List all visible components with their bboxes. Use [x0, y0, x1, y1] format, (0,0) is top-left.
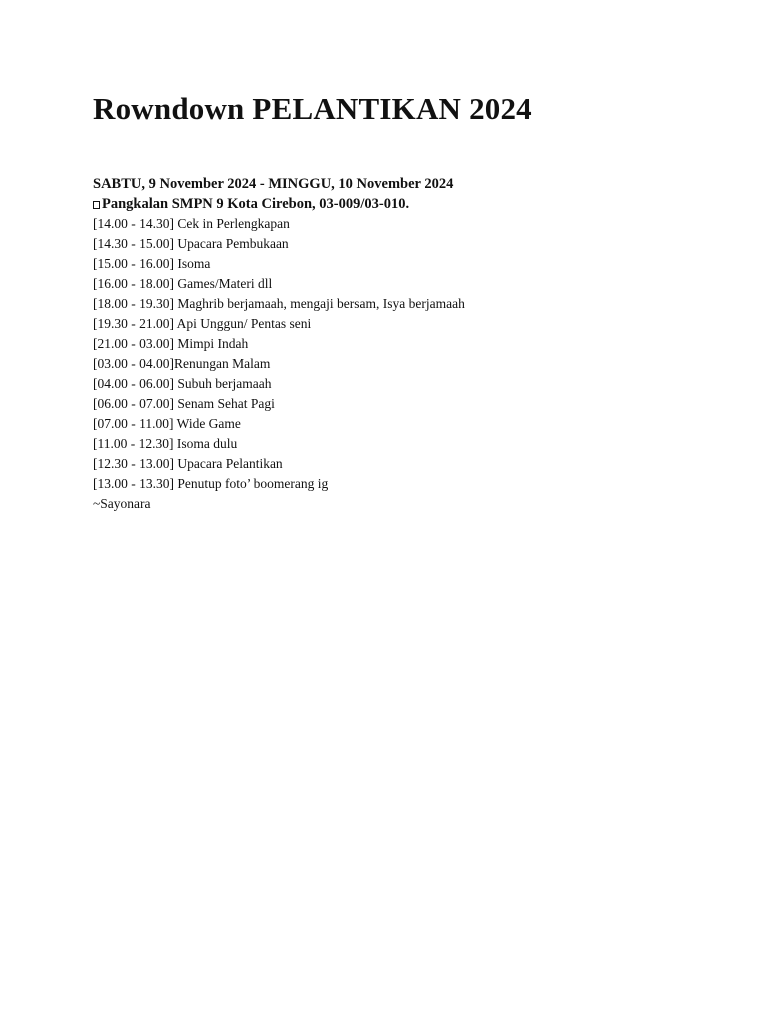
- closing-text: ~Sayonara: [93, 496, 151, 511]
- document-page: [93, 88, 713, 514]
- schedule-list: [93, 214, 713, 494]
- schedule-item: [16.00 - 18.00] Games/Materi dll: [93, 276, 273, 291]
- schedule-item: [18.00 - 19.30] Maghrib berjamaah, mengaji bersam, Isya berjamaah: [93, 296, 465, 311]
- schedule-item: [14.30 - 15.00] Upacara Pembukaan: [93, 236, 289, 251]
- schedule-item: [13.00 - 13.30] Penutup foto’ boomerang ig: [93, 476, 329, 491]
- schedule-item: [19.30 - 21.00] Api Unggun/ Pentas seni: [93, 316, 312, 331]
- box-icon: [93, 201, 100, 209]
- location-text: Pangkalan SMPN 9 Kota Cirebon, 03-009/03-010.: [102, 196, 410, 212]
- schedule-item: [12.30 - 13.00] Upacara Pelantikan: [93, 456, 283, 471]
- schedule-item: [06.00 - 07.00] Senam Sehat Pagi: [93, 396, 275, 411]
- schedule-item: [07.00 - 11.00] Wide Game: [93, 416, 241, 431]
- schedule-item: [11.00 - 12.30] Isoma dulu: [93, 436, 238, 451]
- schedule-item: [21.00 - 03.00] Mimpi Indah: [93, 336, 249, 351]
- schedule-item: [03.00 - 04.00]Renungan Malam: [93, 356, 271, 371]
- date-range: SABTU, 9 November 2024 - MINGGU, 10 November 2024: [93, 176, 454, 192]
- schedule-item: [04.00 - 06.00] Subuh berjamaah: [93, 376, 272, 391]
- location-line: [93, 194, 713, 214]
- schedule-item: [14.00 - 14.30] Cek in Perlengkapan: [93, 216, 290, 231]
- document-title: Rowndown PELANTIKAN 2024: [93, 91, 532, 126]
- schedule-item: [15.00 - 16.00] Isoma: [93, 256, 211, 271]
